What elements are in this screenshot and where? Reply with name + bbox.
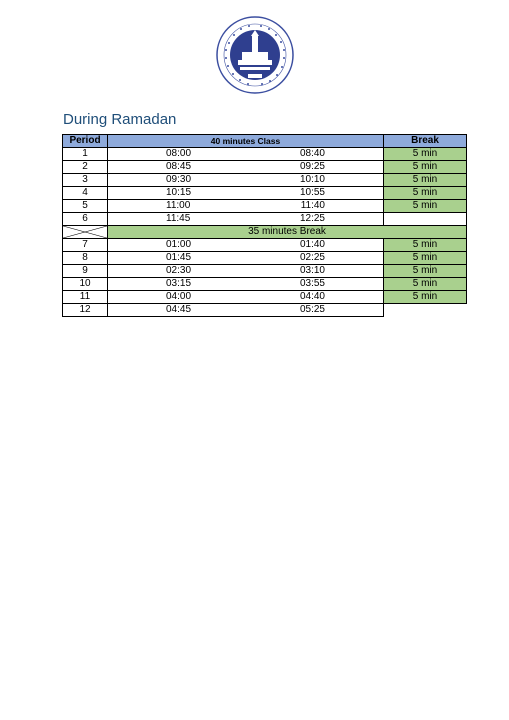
- period-cell: 5: [63, 200, 108, 213]
- time-cell: [108, 187, 384, 200]
- table-row: [63, 304, 467, 317]
- time-cell: [108, 161, 384, 174]
- start-time: 11:45: [166, 213, 191, 224]
- end-time: 09:25: [299, 161, 325, 172]
- end-time: 02:25: [299, 252, 325, 263]
- empty-break-cell: [384, 304, 467, 317]
- period-cell: 9: [63, 265, 108, 278]
- break-cell: 5 min: [384, 148, 467, 161]
- period-header: Period: [63, 135, 108, 148]
- period-cell: 3: [63, 174, 108, 187]
- time-cell: [108, 174, 384, 187]
- start-time: 01:00: [166, 239, 192, 250]
- start-time: 01:45: [166, 252, 192, 263]
- time-cell: [108, 213, 384, 226]
- time-cell: [108, 252, 384, 265]
- start-time: 09:30: [166, 174, 192, 185]
- time-cell: [108, 148, 384, 161]
- time-cell: [108, 291, 384, 304]
- period-cell: 4: [63, 187, 108, 200]
- table-row: [63, 174, 467, 187]
- period-cell: 7: [63, 239, 108, 252]
- end-time: 03:10: [299, 265, 325, 276]
- break-cell: 5 min: [384, 252, 467, 265]
- break-cell: 5 min: [384, 187, 467, 200]
- end-time: 08:40: [299, 148, 325, 159]
- crossed-cell: [63, 226, 108, 239]
- empty-break-cell: [384, 213, 467, 226]
- schedule-table: [62, 134, 467, 317]
- table-row: [63, 291, 467, 304]
- break-cell: 5 min: [384, 265, 467, 278]
- break-cell: 5 min: [384, 239, 467, 252]
- start-time: 10:15: [166, 187, 192, 198]
- end-time: 01:40: [299, 239, 325, 250]
- university-seal-icon: [216, 16, 294, 94]
- break-cell: 5 min: [384, 200, 467, 213]
- time-cell: [108, 239, 384, 252]
- long-break-label: 35 minutes Break: [108, 226, 467, 239]
- start-time: 04:00: [166, 291, 192, 302]
- period-cell: 2: [63, 161, 108, 174]
- end-time: 04:40: [299, 291, 325, 302]
- break-cell: 5 min: [384, 161, 467, 174]
- period-cell: 6: [63, 213, 108, 226]
- period-cell: 10: [63, 278, 108, 291]
- table-row: [63, 265, 467, 278]
- header-row: [63, 135, 467, 148]
- end-time: 12:25: [299, 213, 325, 224]
- start-time: 04:45: [166, 304, 192, 315]
- time-cell: [108, 278, 384, 291]
- table-row: [63, 239, 467, 252]
- period-cell: 8: [63, 252, 108, 265]
- end-time: 10:10: [299, 174, 325, 185]
- table-row: [63, 161, 467, 174]
- end-time: 10:55: [299, 187, 325, 198]
- period-cell: 12: [63, 304, 108, 317]
- end-time: 05:25: [299, 304, 325, 315]
- period-cell: 1: [63, 148, 108, 161]
- break-cell: 5 min: [384, 291, 467, 304]
- start-time: 11:00: [166, 200, 191, 211]
- start-time: 03:15: [166, 278, 192, 289]
- table-row: [63, 252, 467, 265]
- time-cell: [108, 304, 384, 317]
- time-cell: [108, 200, 384, 213]
- break-cell: 5 min: [384, 174, 467, 187]
- page-title: During Ramadan: [63, 111, 177, 128]
- table-row: [63, 213, 467, 226]
- table-row: [63, 187, 467, 200]
- break-cell: 5 min: [384, 278, 467, 291]
- table-row: [63, 200, 467, 213]
- start-time: 08:45: [166, 161, 192, 172]
- end-time: 11:40: [300, 200, 325, 211]
- break-header: Break: [384, 135, 467, 148]
- time-cell: [108, 265, 384, 278]
- long-break-row: [63, 226, 467, 239]
- end-time: 03:55: [299, 278, 325, 289]
- start-time: 08:00: [166, 148, 192, 159]
- table-row: [63, 148, 467, 161]
- start-time: 02:30: [166, 265, 192, 276]
- class-header: 40 minutes Class: [108, 135, 384, 148]
- table-row: [63, 278, 467, 291]
- period-cell: 11: [63, 291, 108, 304]
